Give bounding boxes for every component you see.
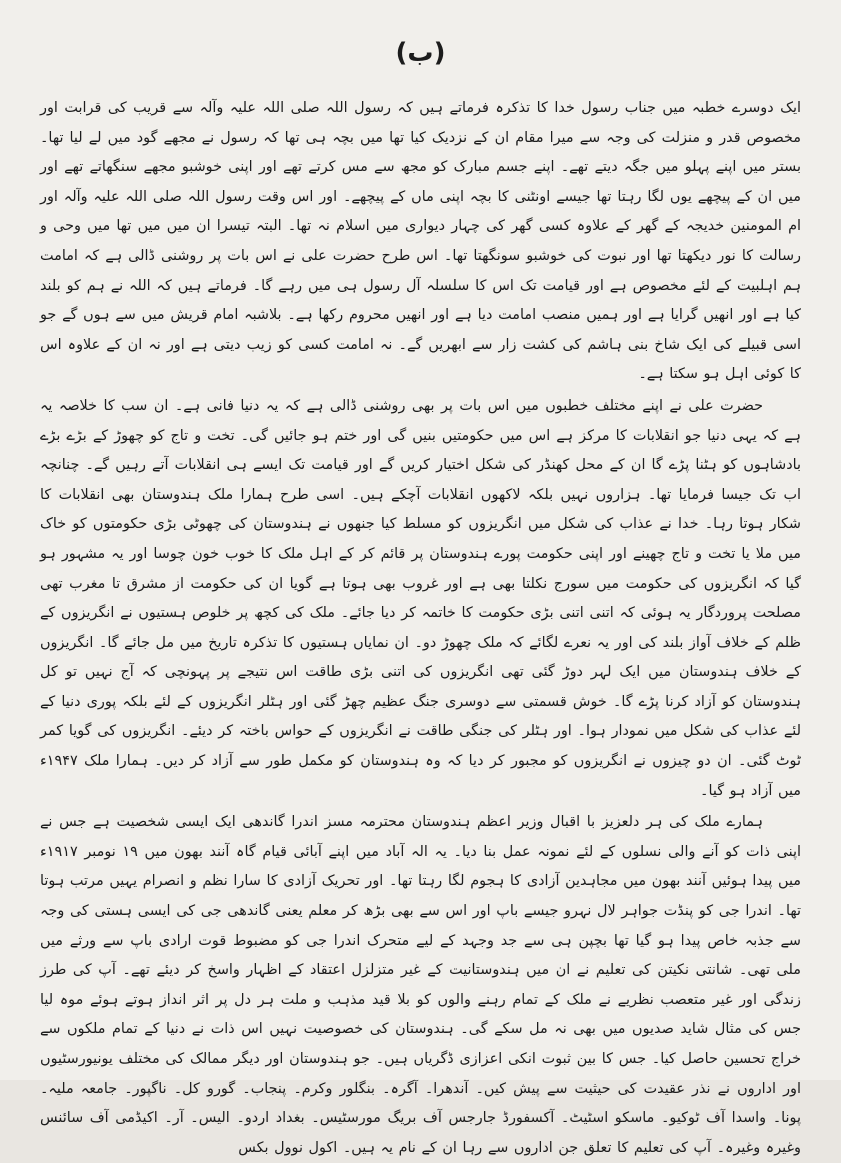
paragraph-indira-gandhi: ہمارے ملک کی ہر دلعزیز با اقبال وزیر اعظم ہندوستان محترمہ مسز اندرا گاندھی ایک ایسی شخصیت ہے جس نے اپنی ذات کو آنے والی نسلوں کے لئے نمونہ عمل بنا دیا۔ یہ الہ آباد میں اپنے آبائی قیام گاہ آنند بھون میں ۱۹ نومبر ۱۹۱۷ء میں پیدا ہوئیں آنند بھون میں مجاہدین آزادی کا ہجوم لگا رہتا تھا۔ اور تحریک آزادی کا سارا نظم و انصرام یہیں مرتب ہوتا تھا۔ اندرا جی کو پنڈت جواہر لال نہرو جیسے باپ اور اس سے بھی بڑھ کر معلم یعنی گاندھی جی کی ایسی ہستی کی وجہ سے جذبہ خاص پیدا ہو گیا تھا بچپن ہی سے جد وجہد کے لیے متحرک اندرا جی کو مضبوط قوت ارادی باپ سے ورثے میں ملی تھی۔ شانتی نکیتن کی تعلیم نے ان میں ہندوستانیت کے غیر متزلزل اعتقاد کے اظہار واسخ کر دیئے تھے۔ آپ کی طرز زندگی اور غیر متعصب نظریے نے ملک کے تمام رہنے والوں کو بلا قید مذہب و ملت ہر دل پر اثر انداز ہوتے ہوئے موہ لیا جس کی مثال شاید صدیوں میں بھی نہ مل سکے گی۔ ہندوستان کی خصوصیت نہیں اس ذات نے دنیا کے تمام ملکوں سے خراج تحسین حاصل کیا۔ جس کا بین ثبوت انکی اعزازی ڈگریاں ہیں۔ جو ہندوستان اور دیگر ممالک کی مختلف یونیورسٹیوں اور اداروں نے نذر عقیدت کی حیثیت سے پیش کیں۔ آندھرا۔ آگرہ۔ بنگلور وکرم۔ پنجاب۔ گورو کل۔ ناگپور۔ جامعہ ملیہ۔ پونا۔ واسدا آف ٹوکیو۔ ماسکو اسٹیٹ۔ آکسفورڈ جارجس آف بریگ مورسٹیس۔ بغداد اردو۔ الیس۔ آر۔ اکیڈمی آف سائنس وغیرہ وغیرہ۔ آپ کی تعلیم کا تعلق جن اداروں سے رہا ان کے نام یہ ہیں۔ اکول نوول بکس bbox=[40, 814, 801, 1156]
paragraph-imamat: ایک دوسرے خطبہ میں جناب رسول خدا کا تذکرہ فرماتے ہیں کہ رسول اللہ صلی اللہ علیہ وآلہ سے قریب کی قرابت اور مخصوص قدر و منزلت کی وجہ سے میرا مقام ان کے نزدیک کیا تھا میں بچہ ہی تھا کہ رسول نے مجھے گود میں لے لیا تھا۔ بستر میں اپنے پہلو میں جگہ دیتے تھے۔ اپنے جسم مبارک کو مجھ سے مس کرتے تھے اور اپنی خوشبو مجھے سنگھاتے تھے اور میں ان کے پیچھے یوں لگا رہتا تھا جیسے اونٹنی کا بچہ اپنی ماں کے پیچھے۔ اور اس وقت رسول اللہ صلی اللہ علیہ وآلہ اور ام المومنین خدیجہ کے گھر کے علاوہ کسی گھر کی چہار دیواری میں اسلام نہ تھا۔ البتہ تیسرا ان میں میں تھا میں وحی و رسالت کا نور دیکھتا تھا اور نبوت کی خوشبو سونگھتا تھا۔ اس طرح حضرت علی نے اس بات پر روشنی ڈالی ہے کہ امامت ہم اہلبیت کے لئے مخصوص ہے اور قیامت تک اس کا سلسلہ آل رسول ہی میں رہے گا۔ فرماتے ہیں کہ اللہ نے ہم کو بلند کیا ہے اور انھیں گرایا ہے اور ہمیں منصب امامت دیا ہے اور انھیں محروم رکھا ہے۔ بلاشبہ امام قریش میں سے ہوں گے جو اسی قبیلے کی ایک شاخ بنی ہاشم کی کشت زار سے ابھریں گے۔ نہ امامت کسی کو زیب دیتی ہے اور نہ ان کے علاوہ اس کا کوئی اہل ہو سکتا ہے۔ bbox=[40, 100, 801, 383]
paragraph-inqilabat: حضرت علی نے اپنے مختلف خطبوں میں اس بات پر بھی روشنی ڈالی ہے کہ یہ دنیا فانی ہے۔ ان سب کا خلاصہ یہ ہے کہ یہی دنیا جو انقلابات کا مرکز ہے اس میں حکومتیں بنیں گی اور ختم ہو جائیں گی۔ تخت و تاج کو چھوڑ کے بڑے بڑے بادشاہوں کو ہٹنا پڑے گا ان کے محل کھنڈر کی شکل اختیار کریں گے اور قیامت تک ایسے ہی انقلابات آتے رہیں گے۔ چنانچہ اب تک جیسا فرمایا تھا۔ ہزاروں نہیں بلکہ لاکھوں انقلابات آچکے ہیں۔ اسی طرح ہمارا ملک ہندوستان بھی انقلابات کا شکار ہوتا رہا۔ خدا نے عذاب کی شکل میں انگریزوں کو مسلط کیا جنھوں نے ہندوستان کی چھوٹی بڑی حکومتوں کو خاک میں ملا یا تخت و تاج چھینے اور اپنی حکومت پورے ہندوستان پر قائم کر کے اہل ملک کا خوب خون چوسا اور یہ مشہور ہو گیا کہ انگریزوں کی حکومت میں سورج نکلتا بھی ہے اور غروب بھی ہوتا ہے گویا ان کی حکومت از مشرق تا مغرب تھی مصلحت پروردگار یہ ہوئی کہ اتنی اتنی بڑی حکومت کا خاتمہ کر دیا جائے۔ ملک کی کچھ پر خلوص ہستیوں نے انگریزوں کے ظلم کے خلاف آواز بلند کی اور یہ نعرے لگائے کہ ملک چھوڑ دو۔ ان نمایاں ہستیوں کا تذکرہ تاریخ میں مل جائے گا۔ انگریزوں کے خلاف ہندوستان میں ایک لہر دوڑ گئی تھی انگریزوں کی اتنی بڑی طاقت اس نتیجے پر پہونچی کہ آج نہیں تو کل ہندوستان کو آزاد کرنا پڑے گا۔ خوش قسمتی سے دوسری جنگ عظیم چھڑ گئی اور ہٹلر انگریزوں کے لئے بلکہ پوری دنیا کے لئے عذاب کی شکل میں نمودار ہوا۔ اور ہٹلر کی جنگی طاقت نے انگریزوں کے حواس باختہ کر دیئے۔ انگریزوں کی گویا کمر ٹوٹ گئی۔ ان دو چیزوں نے انگریزوں کو مجبور کر دیا کہ وہ ہندوستان کو مکمل طور سے آزاد کر دیں۔ ہمارا ملک ۱۹۴۷ء میں آزاد ہو گیا۔ bbox=[39, 397, 801, 799]
body-text bbox=[40, 94, 801, 1163]
page-heading: (ب) bbox=[395, 38, 446, 68]
